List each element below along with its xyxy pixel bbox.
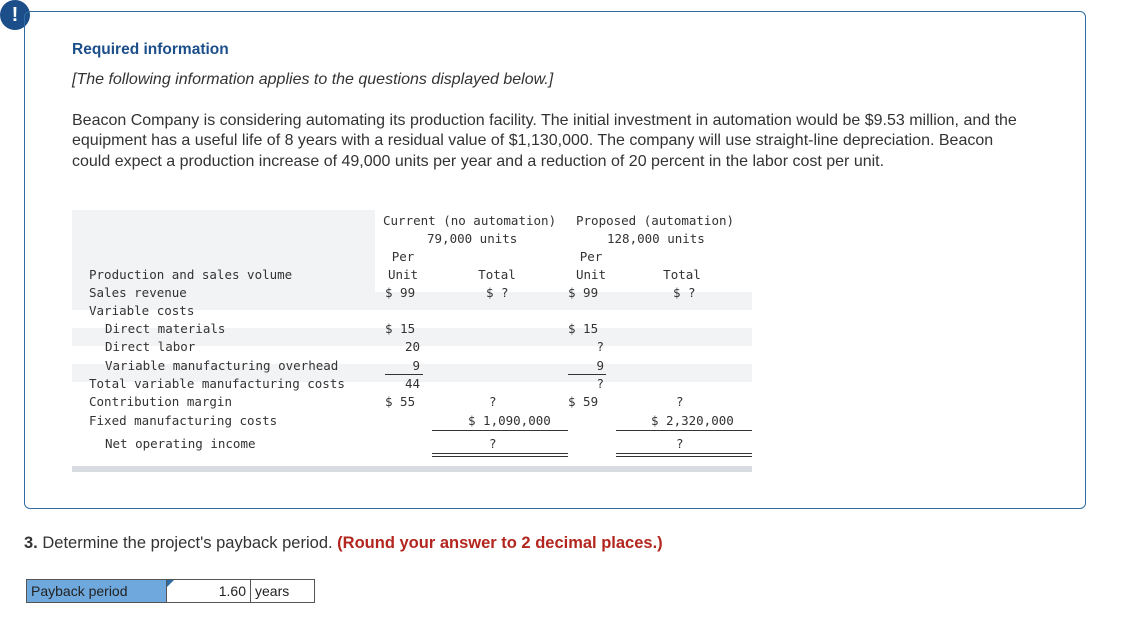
current-units: 79,000 units (427, 231, 518, 246)
underline (432, 430, 568, 431)
noi-current: ? (489, 436, 497, 451)
fixed-current: $ 1,090,000 (468, 413, 551, 428)
required-info-subtitle: [The following information applies to the questions displayed below.] (72, 71, 554, 88)
current-header: Current (no automation) (383, 213, 557, 228)
row-label-net-operating-income: Net operating income (105, 436, 256, 451)
sales-current-total: $ ? (486, 285, 509, 300)
total-label: Total (663, 267, 701, 282)
payback-period-label: Payback period (26, 579, 167, 603)
answered-flag-icon (167, 580, 174, 587)
total-label: Total (478, 267, 516, 282)
double-underline (616, 456, 752, 457)
rounding-note: (Round your answer to 2 decimal places.) (337, 534, 663, 552)
cm-proposed-unit: $ 59 (568, 394, 599, 409)
voh-current: 9 (412, 358, 420, 373)
row-label-contribution-margin: Contribution margin (89, 394, 232, 409)
payback-period-input[interactable] (167, 579, 251, 603)
row-label-volume: Production and sales volume (89, 267, 293, 282)
payback-period-value: 1.60 (218, 583, 246, 599)
double-underline (432, 453, 568, 454)
problem-statement: Beacon Company is considering automating its production facility. The initial investment in automation would be $9.53 million, and the equipment has a useful life of 8 years with a residual value of $1,130,000. The company will use straight-line depreciation. Beacon could expect a production increase of 49,000 units per year and a reduction of 20 percent in the labor cost per unit. (72, 112, 1017, 170)
underline (616, 430, 752, 431)
voh-proposed: 9 (596, 358, 604, 373)
row-label-variable: Variable costs (89, 303, 195, 318)
required-info-title: Required information (72, 41, 229, 58)
double-underline (616, 453, 752, 454)
question-number: 3. (24, 534, 38, 552)
noi-proposed: ? (676, 436, 684, 451)
row-label-variable-overhead: Variable manufacturing overhead (105, 358, 339, 373)
double-underline (432, 456, 568, 457)
question-prompt (24, 534, 663, 553)
proposed-header: Proposed (automation) (576, 213, 735, 228)
cm-current-total: ? (489, 394, 497, 409)
proposed-units: 128,000 units (607, 231, 705, 246)
row-label-sales: Sales revenue (89, 285, 187, 300)
dm-proposed: $ 15 (568, 321, 599, 336)
row-label-direct-labor: Direct labor (105, 339, 196, 354)
tvc-current: 44 (404, 376, 420, 391)
dl-proposed: ? (596, 339, 604, 354)
payback-answer-row (26, 579, 315, 603)
alert-icon: ! (0, 0, 30, 30)
row-label-total-variable: Total variable manufacturing costs (89, 376, 345, 391)
per-label: Per (391, 249, 415, 264)
fixed-proposed: $ 2,320,000 (651, 413, 734, 428)
per-label: Per (579, 249, 603, 264)
income-comparison-table (72, 210, 752, 472)
tvc-proposed: ? (596, 376, 604, 391)
unit-label: Unit (575, 267, 607, 282)
sales-proposed-total: $ ? (673, 285, 696, 300)
row-label-fixed-costs: Fixed manufacturing costs (89, 413, 278, 428)
payback-period-unit: years (251, 579, 315, 603)
unit-label: Unit (387, 267, 419, 282)
cm-proposed-total: ? (676, 394, 684, 409)
question-text: Determine the project's payback period. (42, 534, 333, 552)
dm-current: $ 15 (385, 321, 416, 336)
sales-current-unit: $ 99 (385, 285, 416, 300)
row-label-direct-materials: Direct materials (105, 321, 226, 336)
sales-proposed-unit: $ 99 (568, 285, 599, 300)
table-bottom-bar (72, 466, 752, 472)
dl-current: 20 (404, 339, 420, 354)
cm-current-unit: $ 55 (385, 394, 416, 409)
